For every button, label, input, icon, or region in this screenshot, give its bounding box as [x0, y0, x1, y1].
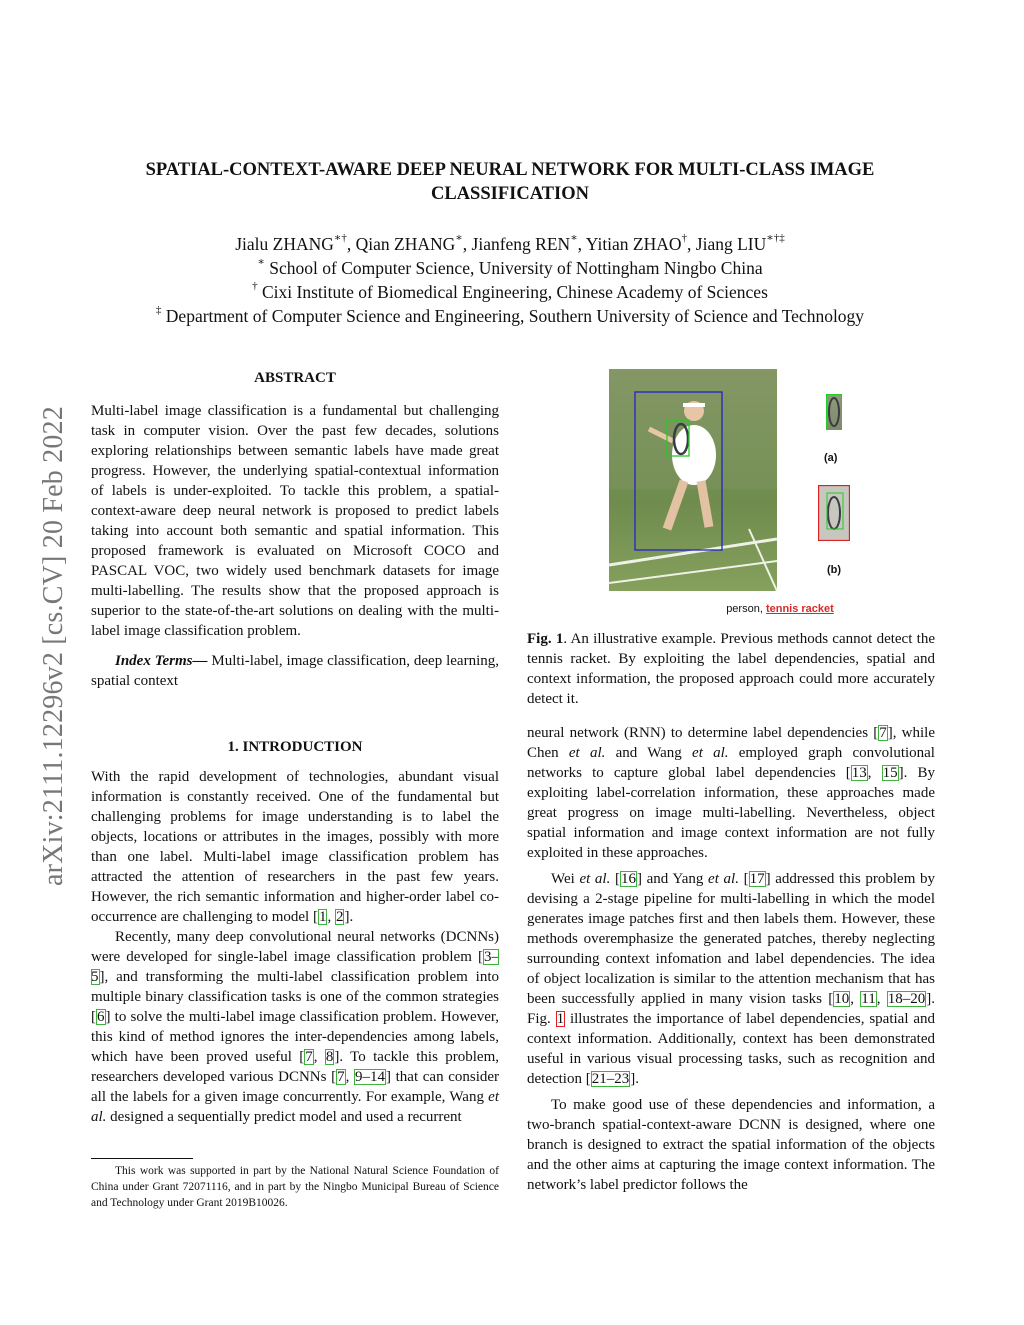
author-sep: ,	[346, 234, 356, 254]
figure-1	[600, 366, 940, 628]
citation-link[interactable]: 7	[305, 1049, 313, 1065]
et-al: et al.	[91, 1089, 499, 1125]
intro-paragraph-2: Recently, many deep convolutional neural networks (DCNNs) were developed for single-label image classification problem [3–5], and transforming the multi-label classification problem into multiple binary classification tasks is one of the common strategies [6] to solve the multi-label image classification problem. However, this kind of method ignores the inter-dependencies among labels, which have been proved useful [7, 8]. To tackle this problem, researchers developed various DCNNs [7, 9–14] that can consider all the labels for a given image concurrently. For example, Wang et al. designed a sequentially predict model and used a recurrent	[91, 929, 500, 1125]
title-line-1: SPATIAL-CONTEXT-AWARE DEEP NEURAL NETWORK FOR MULTI-CLASS IMAGE	[145, 160, 875, 180]
index-terms-text: Multi-label, image classification, deep learning, spatial context	[91, 653, 499, 689]
figure-label-a: (a)	[824, 452, 838, 464]
citation-link[interactable]: 7	[879, 725, 887, 741]
citation-link[interactable]: 21–23	[591, 1071, 630, 1087]
author-block	[80, 232, 940, 328]
text-run: designed a sequentially predict model and used a recurrent	[106, 1109, 462, 1125]
citation-link[interactable]: 9–14	[355, 1069, 385, 1085]
text-run: addressed this problem by devising a 2-stage pipeline for multi-labelling in which the model generates image patches first and then labels them. However, these methods overemphasize the generated patches, thereby neglecting surrounding context infomation and label dependencies. The idea of object localization is similar to the attention mechanism that has been successfully applied in many vision tasks	[527, 871, 936, 1007]
et-al: et al.	[579, 871, 611, 887]
citation-link[interactable]: 15	[882, 765, 898, 781]
arxiv-stamp: arXiv:2111.12296v2 [cs.CV] 20 Feb 2022	[38, 406, 69, 886]
citation-link[interactable]: 10	[834, 991, 850, 1007]
title-line-2: CLASSIFICATION	[431, 184, 589, 204]
footnote: This work was supported in part by the National Natural Science Foundation of China under Grant 72071116, and in part by the Ningbo Municipal Bureau of Science and Technology under Grant 2019B10026.	[91, 1165, 499, 1209]
right-paragraph-1: neural network (RNN) to determine label dependencies [7], while Chen et al. and Wang et al. employed graph convolutional networks to capture global label dependencies [13, 15]. By exploiting label-correlation information, these approaches made great progress on image multi-labelling. Nevertheless, object spatial information and image context information are not fully exploited in these approaches.	[527, 725, 936, 861]
citation-link[interactable]: 6	[97, 1009, 105, 1025]
citation-link[interactable]: 16	[621, 871, 636, 887]
thumbnail-b	[818, 485, 850, 541]
text-run: illustrates the importance of label dependencies, spatial and context information. Additionally, context has been demonstrated useful in various visual processing tasks, such as recognition and detection	[527, 1011, 935, 1087]
intro-heading: 1. INTRODUCTION	[227, 739, 363, 755]
author-name: Jianfeng REN	[471, 234, 571, 254]
text-run: to solve the multi-label image classification problem. However, this kind of method ignores the inter-dependencies among labels, which have been proved useful	[91, 1009, 499, 1065]
citation-link[interactable]: 13	[851, 765, 867, 781]
tennis-photo-illustration	[609, 369, 777, 591]
text-run: . Fig.	[527, 991, 936, 1027]
author-sep: ,	[687, 234, 696, 254]
citation-link[interactable]: 8	[325, 1049, 334, 1065]
index-terms	[91, 651, 499, 691]
thumbnail-b-crop	[818, 485, 850, 541]
citation-link[interactable]: 2	[335, 909, 344, 925]
intro-paragraph-1: With the rapid development of technologies, abundant visual information is constantly received. One of the fundamental but challenging problems for image understanding is to label the objects, locations or attributes in the images, possibly with more than one label. Multi-label image classification problem has attracted the attention of researchers in the past few years. However, the rich semantic information and higher-order label co-occurrence are challenging to model [1, 2].	[91, 769, 499, 925]
right-paragraph-2: Wei et al. [16] and Yang et al. [17] addressed this problem by devising a 2-stage pipeline for multi-labelling in which the model generates image patches first and then labels them. However, these methods overemphasize the generated patches, thereby neglecting surrounding context infomation and label dependencies. The idea of object localization is similar to the attention mechanism that has been successfully applied in many vision tasks [10, 11, 18–20]. Fig. 1 illustrates the importance of label dependencies, spatial and context information. Additionally, context has been demonstrated useful in various visual processing tasks, such as recognition and detection [21–23].	[527, 871, 936, 1087]
intro-body	[91, 767, 499, 1127]
author-name: Qian ZHANG	[355, 234, 456, 254]
author-sep: ,	[462, 234, 472, 254]
thumbnail-a-crop	[826, 394, 842, 430]
text-run: neural network (RNN) to determine label dependencies	[527, 725, 874, 741]
affiliation-text: Department of Computer Science and Engineering, Southern University of Science and Technology	[161, 306, 865, 326]
affiliation-text: School of Computer Science, University of Nottingham Ningbo China	[264, 258, 763, 278]
text-run: , while Chen	[527, 725, 936, 761]
text-run: employed graph convolutional networks to capture global label dependencies	[527, 745, 935, 781]
caption-label: Fig. 1	[527, 631, 564, 647]
et-al: et al.	[568, 745, 606, 761]
author-name: Yitian ZHAO	[585, 234, 682, 254]
affiliation-1	[80, 256, 940, 280]
author-mark: ∗†‡	[766, 232, 785, 245]
citation-link[interactable]: 7	[337, 1069, 345, 1085]
footnote-rule	[91, 1158, 193, 1159]
text-run: . By exploiting label-correlation information, these approaches made great progress on image multi-labelling. Nevertheless, object spatial information and image context information are not fully exploited in these approaches.	[527, 765, 935, 861]
author-names	[80, 232, 940, 256]
author-mark: ∗	[570, 232, 578, 245]
text-run: and Yang	[642, 871, 709, 887]
author-sep: ,	[577, 234, 586, 254]
index-terms-label: Index Terms—	[115, 653, 208, 669]
figure-predicted-labels	[680, 603, 880, 615]
citation-link[interactable]: 3–5	[91, 949, 499, 985]
paper-title	[80, 158, 940, 206]
citation-link[interactable]: 11	[861, 991, 876, 1007]
text-run: With the rapid development of technologies, abundant visual information is constantly received. One of the fundamental but challenging problems for image understanding is to label the objects, locations or attributes in the images, possibly with more than one label. Multi-label image classification problem has attracted the attention of researchers in the past few years. However, the rich semantic information and higher-order label co-occurrence are challenging to model	[91, 769, 499, 925]
text-run: Recently, many deep convolutional neural networks (DCNNs) were developed for single-label image classification problem	[91, 929, 499, 965]
affiliation-mark: †	[252, 280, 258, 293]
figure-reference-link[interactable]: 1	[556, 1011, 565, 1027]
text-run: and Wang	[605, 745, 693, 761]
citation-link[interactable]: 18–20	[887, 991, 926, 1007]
author-mark: †	[681, 232, 688, 245]
text-run: Wei	[551, 871, 580, 887]
text-run: .	[635, 1071, 639, 1087]
citation-link[interactable]: 1	[318, 909, 327, 925]
right-paragraph-3: To make good use of these dependencies and information, a two-branch spatial-context-aware DCNN is designed, where one branch is designed to extract the spatial information of the objects and the other aims at capturing the image context information. The network’s label predictor follows the	[527, 1097, 935, 1193]
author-mark: ∗	[455, 232, 463, 245]
affiliation-3	[80, 304, 940, 328]
caption-text: . An illustrative example. Previous methods cannot detect the tennis racket. By exploiting the label dependencies, spatial and context information, the proposed approach could more accurately detect it.	[527, 631, 935, 707]
affiliation-mark: ‡	[155, 304, 162, 317]
thumbnail-a	[826, 394, 842, 430]
predicted-label-highlight: tennis racket	[765, 603, 834, 615]
citation-link[interactable]: 17	[749, 871, 765, 887]
text-run: that can consider all the labels for a given image concurrently. For example, Wang	[91, 1069, 500, 1105]
et-al: et al.	[692, 745, 729, 761]
abstract-body	[91, 401, 499, 691]
tennis-photo	[609, 369, 777, 591]
right-column	[527, 723, 935, 1195]
et-al: et al.	[708, 871, 739, 887]
abstract-heading: ABSTRACT	[254, 370, 336, 386]
predicted-label-person: person,	[726, 603, 766, 615]
author-name: Jiang LIU	[695, 234, 767, 254]
text-run: . To tackle this problem, researchers developed various DCNNs	[91, 1049, 500, 1085]
author-mark: ∗†	[333, 232, 347, 245]
affiliation-text: Cixi Institute of Biomedical Engineering, Chinese Academy of Sciences	[257, 282, 768, 302]
affiliation-mark: ∗	[257, 256, 265, 269]
author-name: Jialu ZHANG	[235, 234, 334, 254]
figure-caption	[527, 629, 935, 709]
text-run: , and transforming the multi-label classification problem into multiple binary classification tasks is one of the common strategies	[91, 969, 499, 1005]
affiliation-2	[80, 280, 940, 304]
abstract-text: Multi-label image classification is a fundamental but challenging task in computer vision. Over the past few decades, solutions exploring relationships between semantic labels have made great progress. However, the underlying spatial-contextual information of labels is under-exploited. To tackle this problem, a spatial-context-aware deep neural network is proposed to predict labels taking into account both semantic and spatial information. This proposed framework is evaluated on Microsoft COCO and PASCAL VOC, two widely used benchmark datasets for image multi-labelling. The results show that the proposed approach is superior to the state-of-the-art solutions on dealing with the multi-label image classification problem.	[91, 403, 499, 639]
figure-label-b: (b)	[827, 564, 842, 576]
